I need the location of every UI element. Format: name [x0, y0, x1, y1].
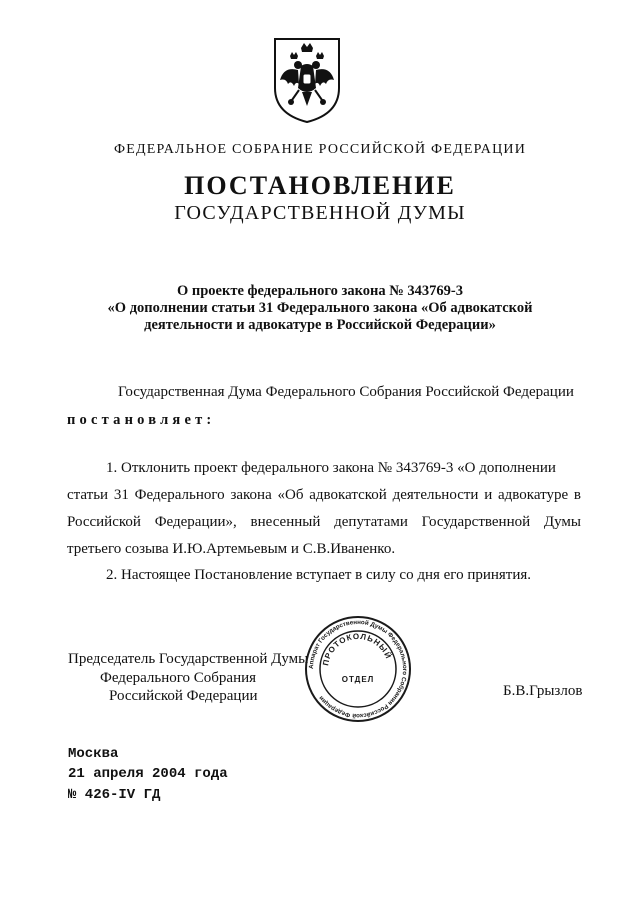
resolves-keyword: постановляет: — [67, 412, 216, 428]
stamp-inner-text: ПРОТОКОЛЬНЫЙ — [321, 631, 394, 667]
item-1-line-3: Российской Федерации», внесенный депутатами Государственной Думы — [67, 514, 581, 530]
organization-name: ФЕДЕРАЛЬНОЕ СОБРАНИЕ РОССИЙСКОЙ ФЕДЕРАЦИИ — [113, 142, 527, 157]
coat-of-arms-emblem — [272, 36, 342, 124]
signatory-title-line-2: Федерального Собрания — [100, 670, 257, 686]
item-2-text: 2. Настоящее Постановление вступает в силу со дня его принятия. — [106, 567, 532, 583]
protocol-department-stamp — [303, 614, 413, 724]
item-1-line-1: 1. Отклонить проект федерального закона № 343769-3 «О дополнении — [106, 460, 556, 476]
document-type-title: ПОСТАНОВЛЕНИЕ — [184, 171, 456, 200]
stamp-outer-text: Аппарат Государственной Думы Федерального Собрания Российской Федерации — [307, 618, 409, 720]
preamble-text: Государственная Дума Федерального Собрания Российской Федерации — [118, 384, 574, 400]
footer-city: Москва — [68, 746, 119, 762]
signatory-title-line-1: Председатель Государственной Думы — [68, 651, 309, 667]
footer-document-number: № 426-IV ГД — [68, 787, 161, 803]
footer-date: 21 апреля 2004 года — [68, 766, 228, 782]
document-issuer-subtitle: ГОСУДАРСТВЕННОЙ ДУМЫ — [174, 202, 466, 224]
subject-line-3: деятельности и адвокатуре в Российской Федерации» — [144, 317, 496, 333]
item-1-line-2: статьи 31 Федерального закона «Об адвокатской деятельности и адвокатуре в — [67, 487, 581, 503]
subject-line-2: «О дополнении статьи 31 Федерального закона «Об адвокатской — [107, 300, 533, 316]
signatory-name: Б.В.Грызлов — [503, 683, 583, 699]
signatory-title-line-3: Российской Федерации — [109, 688, 258, 704]
subject-line-1: О проекте федерального закона № 343769-3 — [176, 283, 464, 299]
item-1-line-4: третьего созыва И.Ю.Артемьевым и С.В.Иваненко. — [67, 541, 396, 557]
stamp-center-text: ОТДЕЛ — [341, 675, 375, 684]
svg-text:ПРОТОКОЛЬНЫЙ — [321, 632, 393, 667]
